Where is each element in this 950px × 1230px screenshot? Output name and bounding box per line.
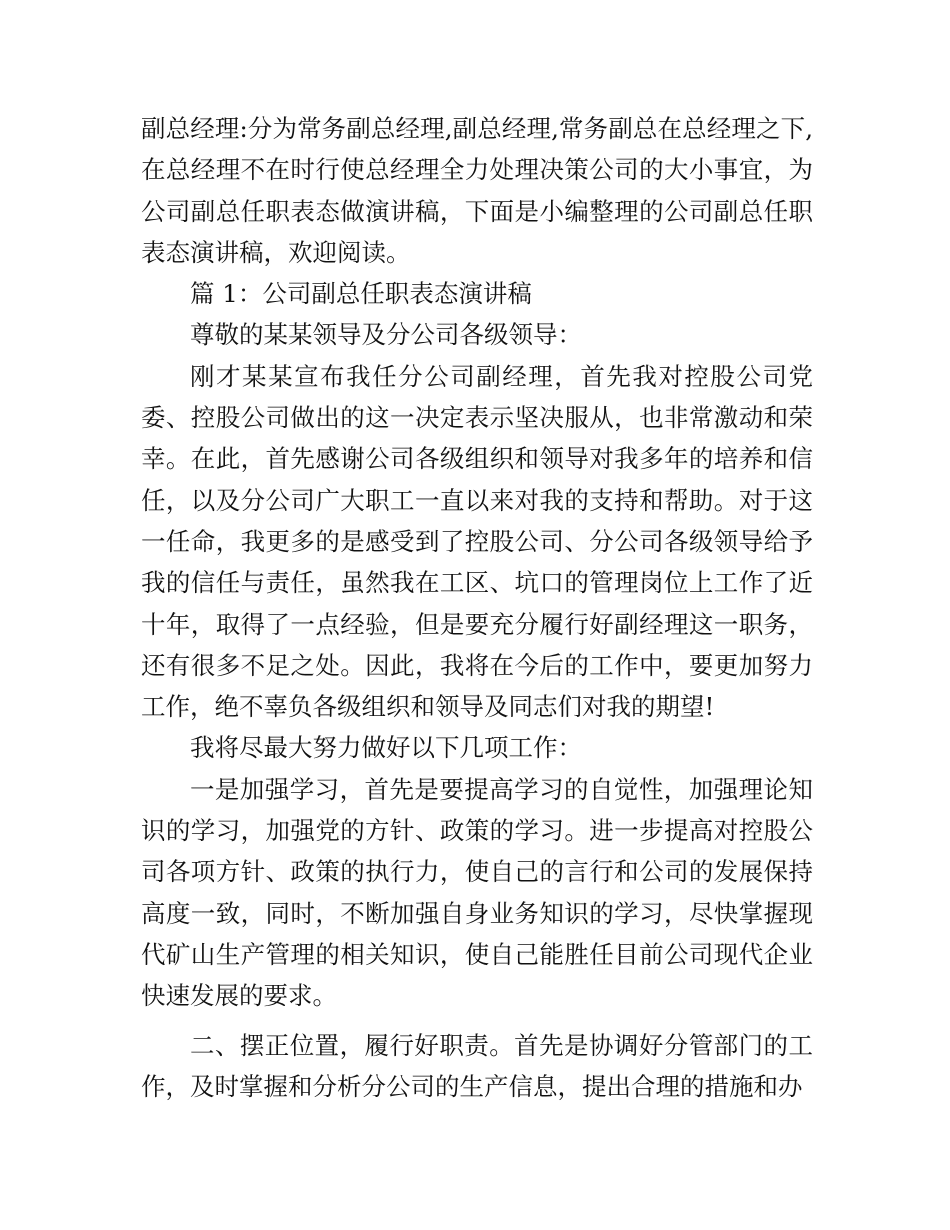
body-paragraph: 我将尽最大努力做好以下几项工作： (190, 733, 582, 763)
salutation-paragraph: 尊敬的某某领导及分公司各级领导： (190, 320, 582, 350)
body-paragraph: 一是加强学习，首先是要提高学习的自觉性，加强理论知识的学习，加强党的方针、政策的学习。进一步提高对控股公司各项方针、政策的执行力，使自己的言行和公司的发展保持高度一致，同时，不断加强自身业务知识的学习，尽快掌握现代矿山生产管理的相关知识，使自己能胜任目前公司现代企业快速发展的要求。 (141, 774, 813, 1011)
body-paragraph: 刚才某某宣布我任分公司副经理，首先我对控股公司党委、控股公司做出的这一决定表示坚决服从，也非常激动和荣幸。在此，首先感谢公司各级组织和领导对我多年的培养和信任，以及分公司广大职工一直以来对我的支持和帮助。对于这一任命，我更多的是感受到了控股公司、分公司各级领导给予我的信任与责任，虽然我在工区、坑口的管理岗位上工作了近十年，取得了一点经验，但是要充分履行好副经理这一职务，还有很多不足之处。因此，我将在今后的工作中，要更加努力工作，绝不辜负各级组织和领导及同志们对我的期望! (141, 361, 813, 722)
intro-paragraph: 副总经理:分为常务副总经理,副总经理,常务副总在总经理之下,在总经理不在时行使总经理全力处理决策公司的大小事宜，为公司副总任职表态做演讲稿，下面是小编整理的公司副总任职表态演讲稿，欢迎阅读。 (141, 114, 813, 267)
section-heading: 篇 1：公司副总任职表态演讲稿 (190, 279, 532, 309)
body-paragraph: 二、摆正位置，履行好职责。首先是协调好分管部门的工作，及时掌握和分析分公司的生产信息，提出合理的措施和办 (141, 1030, 813, 1101)
document-body (141, 108, 813, 1107)
